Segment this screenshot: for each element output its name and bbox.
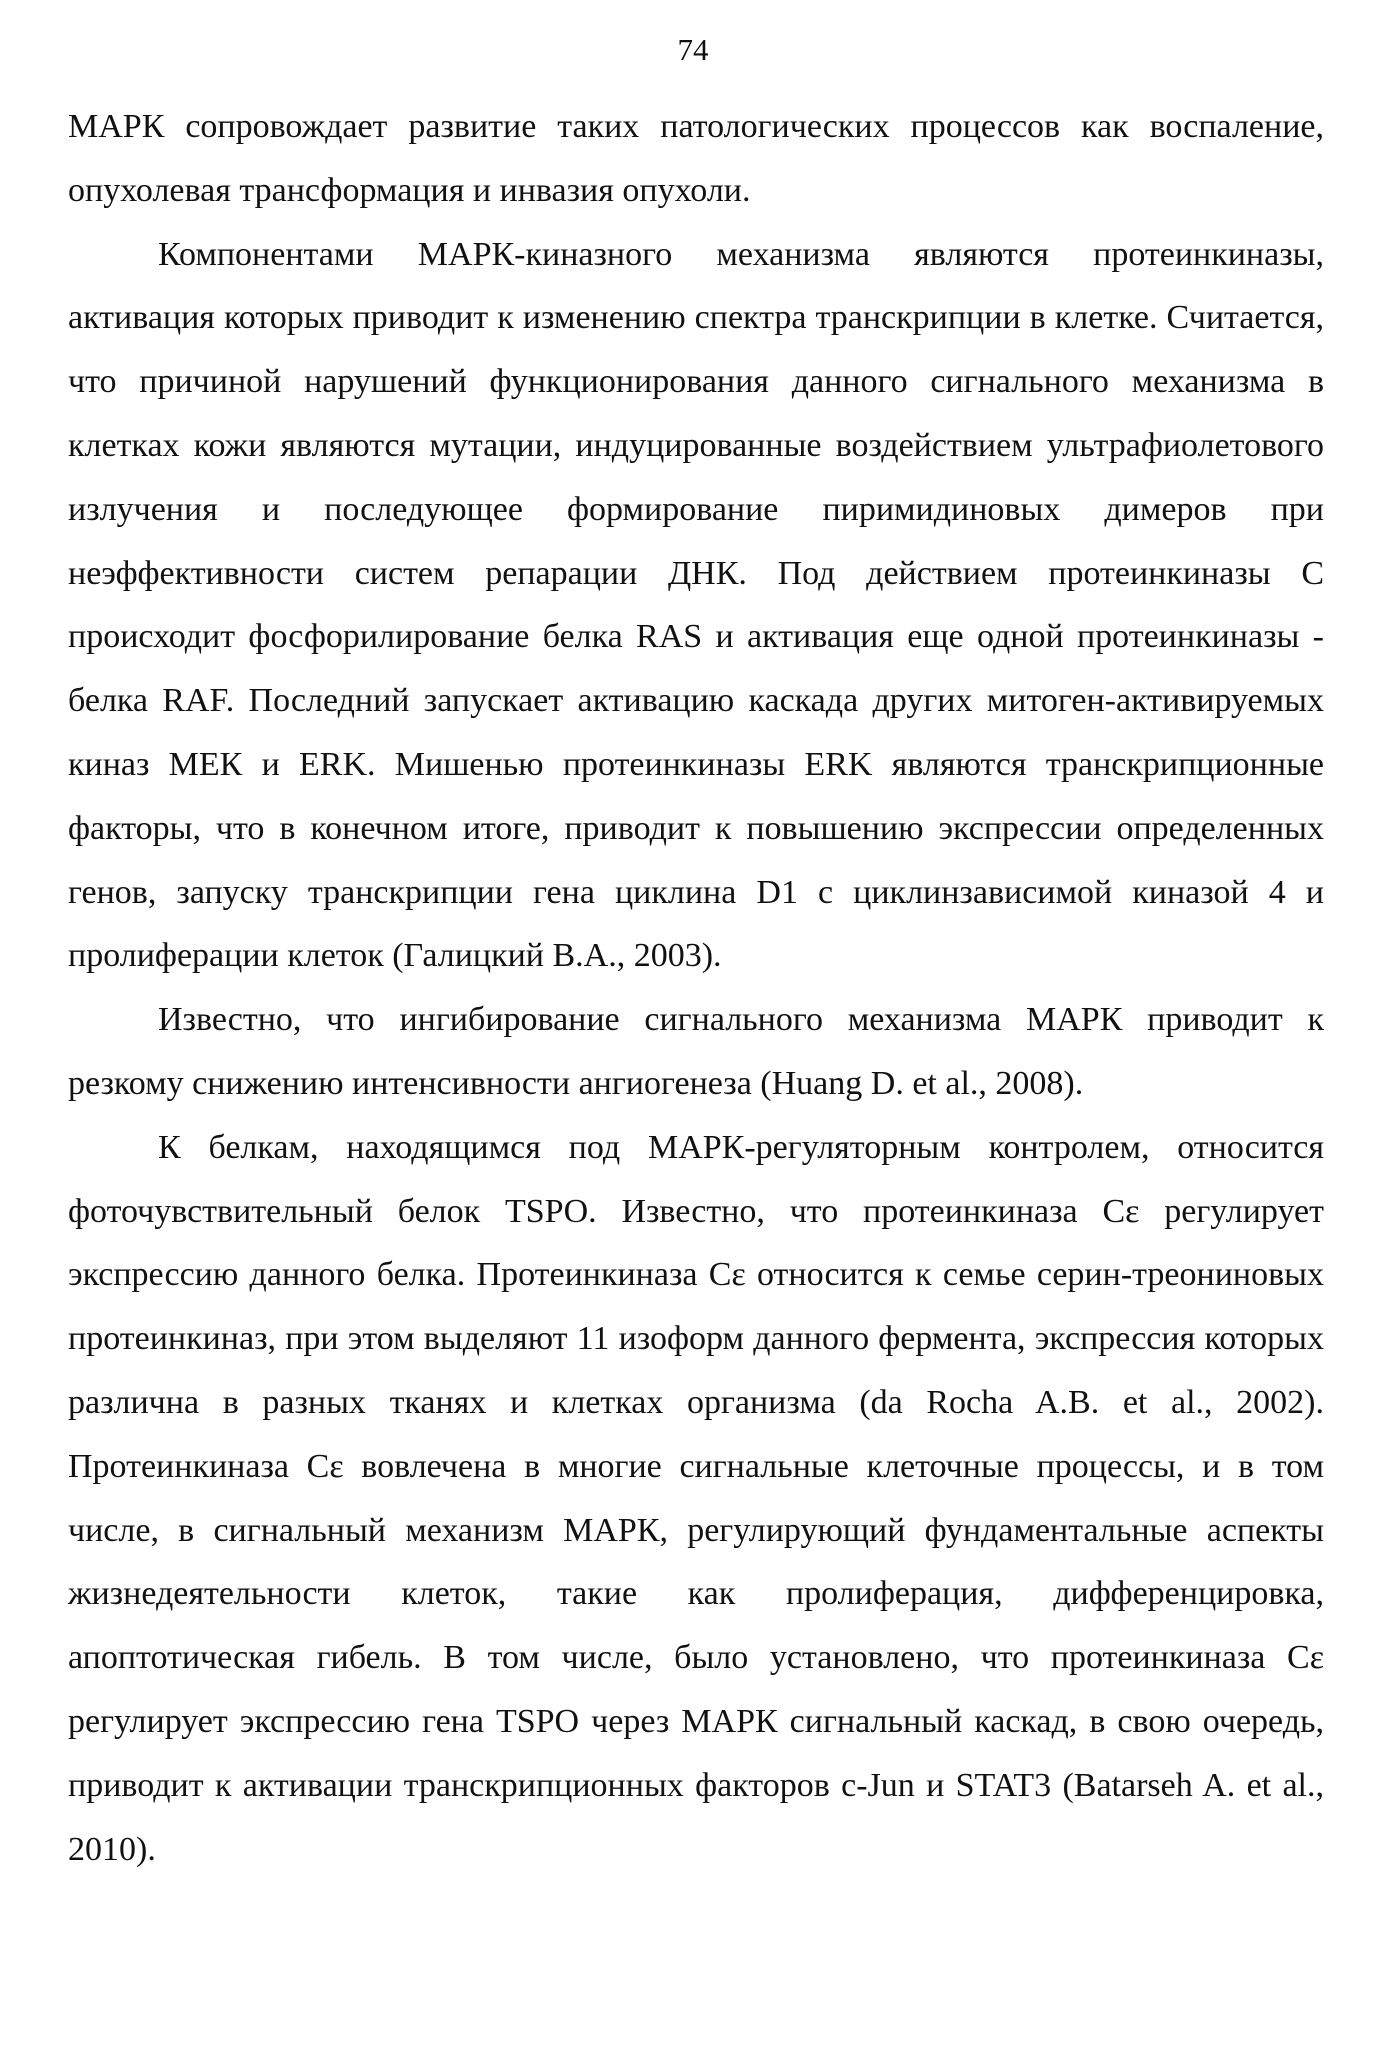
paragraph: МАРК сопровождает развитие таких патологических процессов как воспаление, опухолевая трансформация и инвазия опухоли. [68, 108, 1324, 209]
page-number: 74 [677, 32, 709, 67]
paragraph: К белкам, находящимся под МАРК-регуляторным контролем, относится фоточувствительный белок TSPO. Известно, что протеинкиназа Сε регулирует экспрессию данного белка. Протеинкиназа Сε относится к семье серин-треониновых протеинкиназ, при этом выделяют 11 изоформ данного фермента, экспрессия которых различна в разных тканях и клетках организма (da Rocha A.B. et al., 2002). Протеинкиназа Сε вовлечена в многие сигнальные клеточные процессы, и в том числе, в сигнальный механизм МАРК, регулирующий фундаментальные аспекты жизнедеятельности клеток, такие как пролиферация, дифференцировка, апоптотическая гибель. В том числе, было установлено, что протеинкиназа Сε регулирует экспрессию гена TSPO через МАРК сигнальный каскад, в свою очередь, приводит к активации транскрипционных факторов c-Jun и STAT3 (Batarseh A. et al., 2010). [68, 1128, 1324, 1868]
document-body [68, 95, 1324, 1881]
paragraph: Компонентами МАРК-киназного механизма являются протеинкиназы, активация которых приводит к изменению спектра транскрипции в клетке. Считается, что причиной нарушений функционирования данного сигнального механизма в клетках кожи являются мутации, индуцированные воздействием ультрафиолетового излучения и последующее формирование пиримидиновых димеров при неэффективности систем репарации ДНК. Под действием протеинкиназы С происходит фосфорилирование белка RAS и активация еще одной протеинкиназы - белка RAF. Последний запускает активацию каскада других митоген-активируемых киназ МЕК и ERK. Мишенью протеинкиназы ERK являются транскрипционные факторы, что в конечном итоге, приводит к повышению экспрессии определенных генов, запуску транскрипции гена циклина D1 с циклинзависимой киназой 4 и пролиферации клеток (Галицкий В.А., 2003). [68, 235, 1324, 975]
paragraph: Известно, что ингибирование сигнального механизма МАРК приводит к резкому снижению интенсивности ангиогенеза (Huang D. et al., 2008). [68, 1001, 1324, 1102]
